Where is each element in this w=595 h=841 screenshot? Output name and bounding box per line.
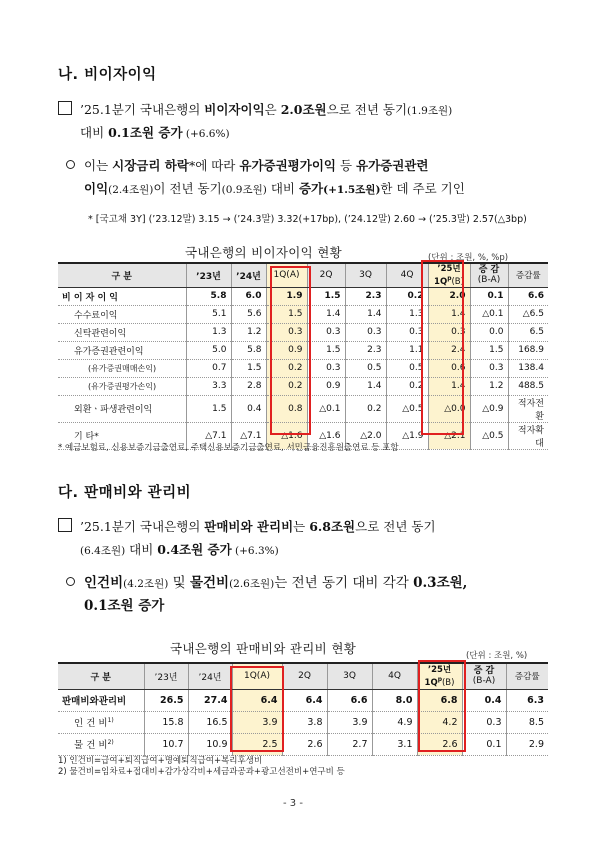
table2-unit: (단위 : 조원, %) [466, 651, 528, 661]
table-cell: 0.2 [345, 395, 386, 422]
table-cell: 1.4 [345, 377, 386, 395]
table-cell: 1.2 [231, 323, 266, 341]
table-cell: 1.5 [266, 305, 307, 323]
page-number: - 3 - [283, 798, 303, 809]
table-cell: 2.9 [506, 733, 548, 755]
table-cell: 0.3 [307, 323, 345, 341]
table-sga [58, 662, 548, 756]
table2-title: 국내은행의 판매비와 관리비 현황 [170, 641, 357, 656]
table-cell: 6.6 [327, 689, 372, 711]
table-cell: 1.9 [266, 287, 307, 305]
row-label: 외환ㆍ파생관련이익 [58, 395, 186, 422]
paragraph-2: 이는 시장금리 하락*에 따라 유가증권평가이익 등 유가증권관련 [66, 154, 428, 177]
table-cell: 2.3 [345, 341, 386, 359]
table2-body [58, 689, 548, 755]
table-cell: 10.9 [188, 733, 232, 755]
header-label: 구 분 [58, 263, 186, 287]
table-cell: 0.1 [470, 287, 508, 305]
table-cell: 488.5 [508, 377, 548, 395]
table-cell: 5.0 [186, 341, 231, 359]
header-rate: 증감률 [508, 263, 548, 287]
table-cell: 15.8 [144, 711, 188, 733]
table-cell: 0.9 [266, 341, 307, 359]
header-diff: 증 감 (B-A) [470, 263, 508, 287]
header-y25q1: ’25년 $1Q^p(B)$ [428, 263, 470, 287]
table-cell: △2.1 [428, 422, 470, 449]
table-cell: △7.1 [186, 422, 231, 449]
table-cell: 2.3 [345, 287, 386, 305]
table-cell: 5.8 [186, 287, 231, 305]
paragraph-4-cont: 0.1조원 증가 [84, 598, 165, 614]
row-label: 신탁관련이익 [58, 323, 186, 341]
asterisk-note: * [국고채 3Y] (’23.12말) 3.15 → (’24.3말) 3.32(+17bp), (’24.12말) 2.60 → (’25.3말) 2.57(△3bp) [88, 214, 527, 225]
table-cell: 6.4 [282, 689, 327, 711]
table-cell: △7.1 [231, 422, 266, 449]
table-cell: 0.3 [428, 323, 470, 341]
footnote-1: 1) 인건비=급여+퇴직급여+명예퇴직급여+복리후생비 [58, 756, 263, 766]
table-cell: 6.4 [232, 689, 282, 711]
table-cell: 0.6 [428, 359, 470, 377]
table-row [58, 395, 548, 422]
table-noninterest-income [58, 262, 548, 450]
square-bullet-icon [58, 518, 72, 532]
header-q3: 3Q [345, 263, 386, 287]
table-cell: 26.5 [144, 689, 188, 711]
table-cell: △1.6 [307, 422, 345, 449]
table1-body [58, 287, 548, 449]
table-cell: 5.8 [231, 341, 266, 359]
table-cell: 6.8 [417, 689, 462, 711]
table-cell: 2.5 [232, 733, 282, 755]
table-cell: 5.6 [231, 305, 266, 323]
table-cell: 16.5 [188, 711, 232, 733]
header-y24: ’24년 [231, 263, 266, 287]
header-q1: 1Q(A) [266, 263, 307, 287]
table-cell: 2.6 [282, 733, 327, 755]
row-label: 수수료이익 [58, 305, 186, 323]
circle-bullet-icon [66, 160, 75, 169]
table-cell: 적자전환 [508, 395, 548, 422]
header-y23: ’23년 [186, 263, 231, 287]
table-cell: 2.0 [428, 287, 470, 305]
table-cell: 2.4 [428, 341, 470, 359]
header-rate: 증감률 [506, 663, 548, 689]
table-cell: 0.5 [345, 359, 386, 377]
table-cell: 1.5 [186, 395, 231, 422]
table-cell: 0.3 [307, 359, 345, 377]
table-cell: 1.5 [470, 341, 508, 359]
table-cell: 0.3 [266, 323, 307, 341]
table-row [58, 689, 548, 711]
row-label: 물 건 비$^{2)}$ [58, 733, 144, 755]
table-cell: 168.9 [508, 341, 548, 359]
table-cell: 6.3 [506, 689, 548, 711]
table-cell: 0.9 [307, 377, 345, 395]
table-cell: 0.0 [470, 323, 508, 341]
table-cell: 4.2 [417, 711, 462, 733]
table-row [58, 711, 548, 733]
table-cell: 1.3 [186, 323, 231, 341]
paragraph-3: ’25.1분기 국내은행의 판매비와 관리비는 6.8조원으로 전년 동기 [58, 515, 436, 538]
table-row [58, 287, 548, 305]
table-cell: 0.3 [345, 323, 386, 341]
header-q4: 4Q [386, 263, 428, 287]
square-bullet-icon [58, 101, 72, 115]
table-cell: 0.4 [231, 395, 266, 422]
row-label: 판매비와관리비 [58, 689, 144, 711]
table1-footnote: * 예금보험료, 신용보증기금출연료, 주택신용보증기금출연료, 서민금융진흥원출연료 등 포함 [58, 443, 399, 453]
table-cell: 3.9 [232, 711, 282, 733]
table-row [58, 359, 548, 377]
circle-bullet-icon [66, 577, 75, 586]
table-cell: 3.3 [186, 377, 231, 395]
table1-unit: (단위 : 조원, %, %p) [428, 253, 509, 263]
table-cell: △1.6 [266, 422, 307, 449]
table-row [58, 323, 548, 341]
paragraph-3-cont: (6.4조원) 대비 0.4조원 증가 (+6.3%) [80, 542, 279, 557]
table1-header-row [58, 263, 548, 287]
table-cell: 1.1 [386, 341, 428, 359]
table-cell: 1.4 [428, 305, 470, 323]
table-row [58, 341, 548, 359]
table-cell: △0.1 [307, 395, 345, 422]
table-cell: △0.5 [470, 422, 508, 449]
table-cell: △2.0 [345, 422, 386, 449]
table-cell: 1.4 [345, 305, 386, 323]
section-title-sga: 다. 판매비와 관리비 [58, 485, 192, 501]
row-label: 인 건 비$^{1)}$ [58, 711, 144, 733]
table-cell: △0.0 [428, 395, 470, 422]
table-cell: 0.5 [386, 359, 428, 377]
table-cell: △0.5 [386, 395, 428, 422]
table-cell: 5.1 [186, 305, 231, 323]
table-row [58, 305, 548, 323]
table-cell: 1.4 [428, 377, 470, 395]
table-cell: 0.2 [266, 377, 307, 395]
footnote-2: 2) 물건비=임차료+접대비+감가상각비+세금과공과+광고선전비+연구비 등 [58, 767, 345, 777]
header-q2: 2Q [307, 263, 345, 287]
table2-footnotes [58, 756, 345, 778]
table-row [58, 377, 548, 395]
row-label: (유가증권매매손익) [58, 359, 186, 377]
header-q4: 4Q [372, 663, 417, 689]
paragraph-1: ’25.1분기 국내은행의 비이자이익은 2.0조원으로 전년 동기(1.9조원) [58, 98, 452, 123]
table-cell: 2.8 [231, 377, 266, 395]
paragraph-1-cont: 대비 0.1조원 증가 (+6.6%) [80, 125, 230, 140]
header-q2: 2Q [282, 663, 327, 689]
table-cell: 0.7 [186, 359, 231, 377]
table-cell: 10.7 [144, 733, 188, 755]
table-cell: 3.8 [282, 711, 327, 733]
table-cell: 1.5 [307, 341, 345, 359]
table-cell: 6.6 [508, 287, 548, 305]
table-cell: △6.5 [508, 305, 548, 323]
paragraph-4: 인건비(4.2조원) 및 물건비(2.6조원)는 전년 동기 대비 각각 0.3조원, [66, 572, 467, 596]
table-cell: 0.3 [462, 711, 506, 733]
table-cell: 0.2 [386, 287, 428, 305]
table-cell: 4.9 [372, 711, 417, 733]
header-label: 구 분 [58, 663, 144, 689]
table-cell: 3.1 [372, 733, 417, 755]
header-diff: 증 감 (B-A) [462, 663, 506, 689]
table-cell: 2.7 [327, 733, 372, 755]
table-cell: 1.5 [307, 287, 345, 305]
table-cell: 0.2 [266, 359, 307, 377]
row-label: 기 타* [58, 422, 186, 449]
table-cell: 6.5 [508, 323, 548, 341]
table-cell: 0.8 [266, 395, 307, 422]
section-title-noninterest-income: 나. 비이자이익 [58, 67, 157, 83]
table-cell: 138.4 [508, 359, 548, 377]
table-cell: 27.4 [188, 689, 232, 711]
table1-title: 국내은행의 비이자이익 현황 [185, 245, 343, 260]
row-label: (유가증권평가손익) [58, 377, 186, 395]
table-cell: 1.4 [307, 305, 345, 323]
table-cell: 0.3 [386, 323, 428, 341]
table-cell: 8.5 [506, 711, 548, 733]
table-cell: 1.3 [386, 305, 428, 323]
paragraph-2-cont: 이익(2.4조원)이 전년 동기(0.9조원) 대비 증가(+1.5조원)한 데 주로 기인 [84, 181, 465, 196]
table-cell: 2.6 [417, 733, 462, 755]
header-y23: ’23년 [144, 663, 188, 689]
table-cell: 0.4 [462, 689, 506, 711]
table-cell: 0.1 [462, 733, 506, 755]
table-cell: 8.0 [372, 689, 417, 711]
table-cell: △0.9 [470, 395, 508, 422]
row-label: 유가증권관련이익 [58, 341, 186, 359]
table-cell: 적자확대 [508, 422, 548, 449]
table-cell: 0.3 [470, 359, 508, 377]
table-cell: 1.5 [231, 359, 266, 377]
header-q3: 3Q [327, 663, 372, 689]
table-cell: 6.0 [231, 287, 266, 305]
table-cell: △1.9 [386, 422, 428, 449]
table-cell: 3.9 [327, 711, 372, 733]
table-row [58, 733, 548, 755]
header-q1: 1Q(A) [232, 663, 282, 689]
table-cell: △0.1 [470, 305, 508, 323]
header-y24: ’24년 [188, 663, 232, 689]
header-y25q1: ’25년 $1Q^p(B)$ [417, 663, 462, 689]
row-label: 비 이 자 이 익 [58, 287, 186, 305]
table-cell: 0.2 [386, 377, 428, 395]
table-cell: 1.2 [470, 377, 508, 395]
table2-header-row [58, 663, 548, 689]
